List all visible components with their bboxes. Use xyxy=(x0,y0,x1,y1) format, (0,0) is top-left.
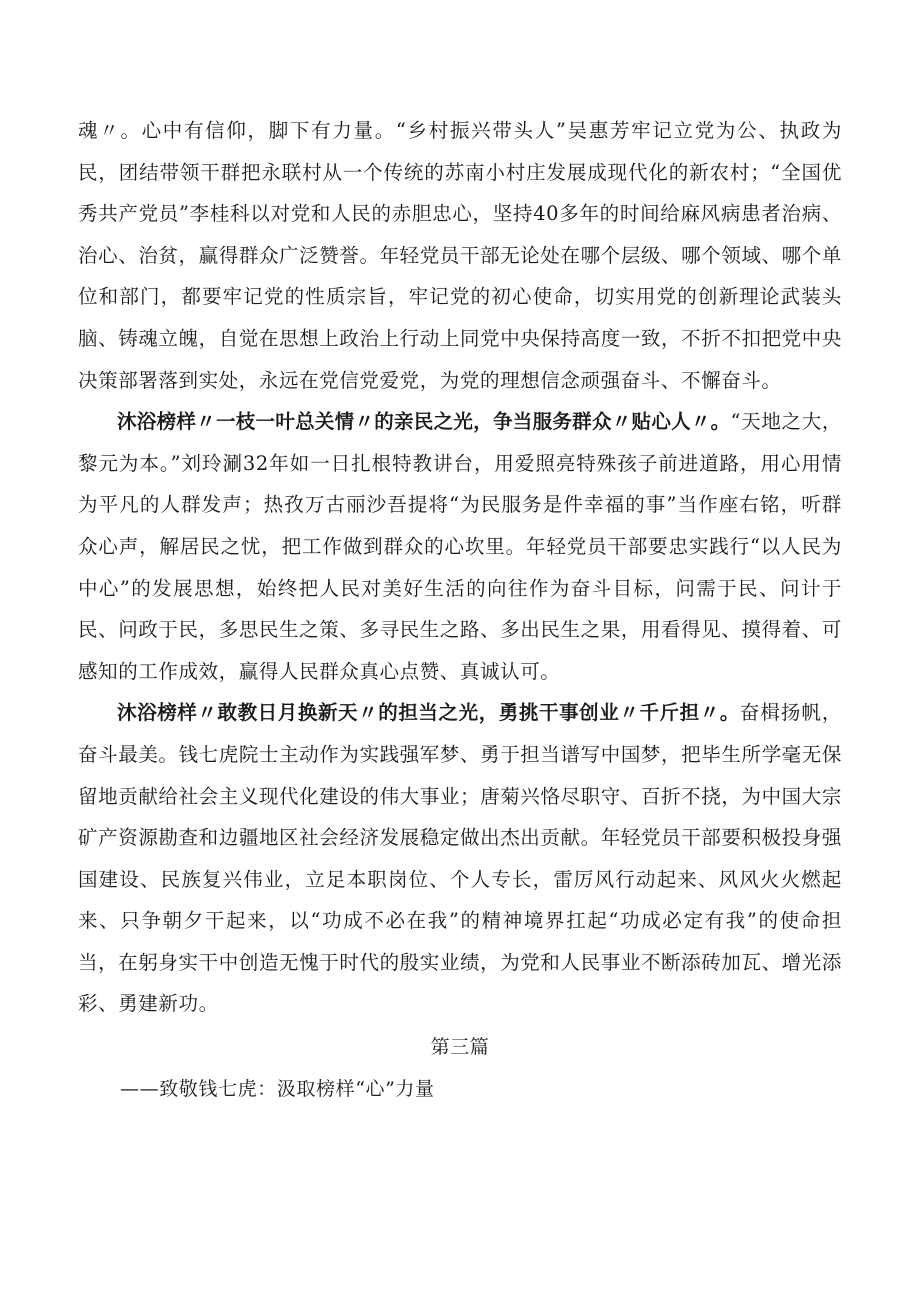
paragraph-1 xyxy=(78,110,842,401)
paragraph-2 xyxy=(78,401,842,692)
paragraph-1-text: 魂〃。心中有信仰，脚下有力量。“乡村振兴带头人”吴惠芳牢记立党为公、执政为民，团结带领干群把永联村从一个传统的苏南小村庄发展成现代化的新农村；“全国优秀共产党员”李桂科以对党和人民的赤胆忠心，坚持40多年的时间给麻风病患者治病、治心、治贫，赢得群众广泛赞誉。年轻党员干部无论处在哪个层级、哪个领域、哪个单位和部门，都要牢记党的性质宗旨，牢记党的初心使命，切实用党的创新理论武装头脑、铸魂立魄，自觉在思想上政治上行动上同党中央保持高度一致，不折不扣把党中央决策部署落到实处，永远在党信党爱党，为党的理想信念顽强奋斗、不懈奋斗。 xyxy=(78,119,842,392)
paragraph-3-lead: 沐浴榜样〃敢教日月换新天〃的担当之光，勇挑干事创业〃千斤担〃。 xyxy=(117,701,740,725)
paragraph-3 xyxy=(78,692,842,1025)
document-page xyxy=(78,110,842,1110)
section-subtitle: ——致敬钱七虎：汲取榜样“心”力量 xyxy=(120,1077,435,1100)
paragraph-2-body: “天地之大，黎元为本。”刘玲涮32年如一日扎根特教讲台，用爱照亮特殊孩子前进道路，用心用情为平凡的人群发声；热孜万古丽沙吾提将“为民服务是件幸福的事”当作座右铭，听群众心声，解居民之忧，把工作做到群众的心坎里。年轻党员干部要忠实践行“以人民为中心”的发展思想，始终把人民对美好生活的向往作为奋斗目标，问需于民、问计于民、问政于民，多思民生之策、多寻民生之路、多出民生之果，用看得见、摸得着、可感知的工作成效，赢得人民群众真心点赞、真诚认可。 xyxy=(78,410,843,683)
paragraph-3-body: 奋楫扬帆，奋斗最美。钱七虎院士主动作为实践强军梦、勇于担当谱写中国梦，把毕生所学毫无保留地贡献给社会主义现代化建设的伟大事业；唐菊兴恪尽职守、百折不挠，为中国大宗矿产资源勘查和边疆地区社会经济发展稳定做出杰出贡献。年轻党员干部要积极投身强国建设、民族复兴伟业，立足本职岗位、个人专长，雷厉风行动起来、风风火火燃起来、只争朝夕干起来，以“功成不必在我”的精神境界扛起“功成必定有我”的使命担当，在躬身实干中创造无愧于时代的殷实业绩，为党和人民事业不断添砖加瓦、增光添彩、勇建新功。 xyxy=(78,701,842,1016)
paragraph-2-lead: 沐浴榜样〃一枝一叶总关情〃的亲民之光，争当服务群众〃贴心人〃。 xyxy=(117,410,731,434)
section-title: 第三篇 xyxy=(430,1036,490,1059)
